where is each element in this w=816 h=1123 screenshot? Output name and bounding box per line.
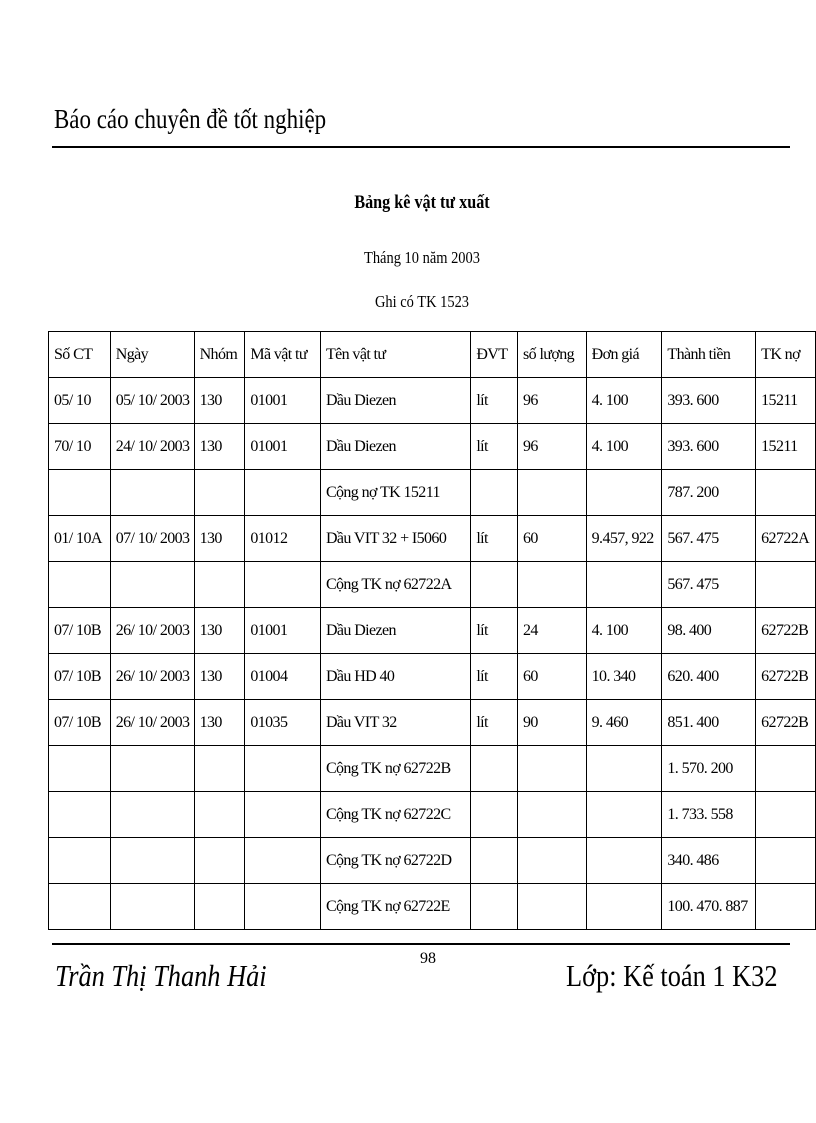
cell-don-gia [586,746,662,792]
cell-dvt: lít [471,608,518,654]
cell-ngay [110,470,194,516]
cell-ma-vat-tu: 01001 [245,424,321,470]
table-row [49,746,816,792]
cell-so-luong: 96 [518,378,587,424]
cell-tk-no [756,792,816,838]
cell-ngay: 26/ 10/ 2003 [110,608,194,654]
cell-ngay: 05/ 10/ 2003 [110,378,194,424]
cell-don-gia: 4. 100 [586,608,662,654]
cell-tk-no: 62722B [756,700,816,746]
cell-ten-vat-tu: Dầu VIT 32 + I5060 [320,516,470,562]
cell-thanh-tien: 98. 400 [662,608,756,654]
cell-ma-vat-tu: 01004 [245,654,321,700]
cell-ten-vat-tu: Dầu Diezen [320,608,470,654]
cell-ten-vat-tu: Dầu HD 40 [320,654,470,700]
footer-class-label: Lớp: Kế toán 1 K32 [566,958,778,993]
cell-ngay: Ngày [110,332,194,378]
cell-so-ct: Số CT [49,332,111,378]
cell-nhom: 130 [194,516,245,562]
cell-tk-no [756,838,816,884]
cell-so-luong: 60 [518,516,587,562]
cell-so-ct [49,746,111,792]
cell-tk-no [756,562,816,608]
cell-thanh-tien: 787. 200 [662,470,756,516]
cell-don-gia [586,838,662,884]
cell-nhom: 130 [194,608,245,654]
cell-tk-no: 62722B [756,654,816,700]
table-row [49,608,816,654]
table-row [49,516,816,562]
cell-thanh-tien: 100. 470. 887 [662,884,756,930]
document-credit-account: Ghi có TK 1523 [374,292,470,311]
cell-ngay [110,746,194,792]
cell-tk-no: 62722A [756,516,816,562]
footer-author: Trần Thị Thanh Hải [55,958,267,993]
cell-ma-vat-tu [245,470,321,516]
cell-so-luong [518,746,587,792]
cell-tk-no: 62722B [756,608,816,654]
cell-ma-vat-tu [245,838,321,884]
cell-ngay [110,884,194,930]
cell-tk-no: 15211 [756,378,816,424]
cell-tk-no [756,746,816,792]
document-month: Tháng 10 năm 2003 [364,248,480,267]
table-header-row [49,332,816,378]
cell-don-gia [586,470,662,516]
table-row [49,884,816,930]
cell-nhom: 130 [194,378,245,424]
cell-dvt: lít [471,516,518,562]
cell-dvt: lít [471,700,518,746]
cell-don-gia: 4. 100 [586,424,662,470]
cell-ma-vat-tu: 01012 [245,516,321,562]
cell-ten-vat-tu: Cộng TK nợ 62722E [320,884,470,930]
cell-nhom: 130 [194,424,245,470]
cell-so-luong: 96 [518,424,587,470]
cell-thanh-tien: 851. 400 [662,700,756,746]
cell-dvt: ĐVT [471,332,518,378]
cell-ma-vat-tu: 01001 [245,378,321,424]
cell-ten-vat-tu: Cộng TK nợ 62722A [320,562,470,608]
cell-nhom [194,792,245,838]
cell-so-ct: 07/ 10B [49,654,111,700]
report-header-title: Báo cáo chuyên đề tốt nghiệp [54,104,327,134]
cell-so-ct [49,470,111,516]
cell-ten-vat-tu: Dầu Diezen [320,378,470,424]
cell-ngay: 07/ 10/ 2003 [110,516,194,562]
cell-tk-no: 15211 [756,424,816,470]
cell-dvt [471,562,518,608]
cell-so-luong: 24 [518,608,587,654]
table-row [49,470,816,516]
table-row [49,424,816,470]
cell-don-gia: 10. 340 [586,654,662,700]
cell-dvt [471,792,518,838]
cell-so-luong [518,562,587,608]
cell-so-ct: 70/ 10 [49,424,111,470]
cell-dvt [471,746,518,792]
cell-so-luong: 90 [518,700,587,746]
cell-ngay: 26/ 10/ 2003 [110,654,194,700]
table-row [49,838,816,884]
cell-don-gia [586,884,662,930]
cell-thanh-tien: 393. 600 [662,378,756,424]
cell-nhom: Nhóm [194,332,245,378]
cell-ma-vat-tu: Mã vật tư [245,332,321,378]
cell-tk-no: TK nợ [756,332,816,378]
cell-so-ct: 05/ 10 [49,378,111,424]
cell-thanh-tien: 567. 475 [662,562,756,608]
cell-thanh-tien: 567. 475 [662,516,756,562]
cell-don-gia: 4. 100 [586,378,662,424]
cell-ma-vat-tu [245,884,321,930]
table-row [49,562,816,608]
cell-nhom [194,746,245,792]
cell-don-gia: 9. 460 [586,700,662,746]
cell-so-luong [518,792,587,838]
cell-thanh-tien: 620. 400 [662,654,756,700]
cell-nhom: 130 [194,654,245,700]
cell-ma-vat-tu: 01001 [245,608,321,654]
cell-thanh-tien: 340. 486 [662,838,756,884]
cell-nhom [194,838,245,884]
footer-divider [52,943,790,945]
cell-ma-vat-tu: 01035 [245,700,321,746]
page-number: 98 [420,950,436,967]
document-title: Bảng kê vật tư xuất [354,192,490,213]
table-row [49,654,816,700]
table-row [49,792,816,838]
cell-nhom [194,470,245,516]
cell-so-ct [49,838,111,884]
cell-dvt: lít [471,424,518,470]
cell-ma-vat-tu [245,792,321,838]
cell-ma-vat-tu [245,562,321,608]
cell-so-ct: 07/ 10B [49,608,111,654]
cell-so-luong: số lượng [518,332,587,378]
cell-so-luong [518,470,587,516]
cell-ten-vat-tu: Cộng TK nợ 62722B [320,746,470,792]
cell-ten-vat-tu: Tên vật tư [320,332,470,378]
cell-ten-vat-tu: Dầu Diezen [320,424,470,470]
table-row [49,378,816,424]
cell-ten-vat-tu: Cộng TK nợ 62722C [320,792,470,838]
cell-so-ct: 07/ 10B [49,700,111,746]
cell-tk-no [756,884,816,930]
cell-dvt: lít [471,378,518,424]
cell-don-gia [586,562,662,608]
cell-thanh-tien: 1. 570. 200 [662,746,756,792]
cell-nhom: 130 [194,700,245,746]
cell-ngay [110,562,194,608]
cell-so-ct [49,562,111,608]
cell-so-ct: 01/ 10A [49,516,111,562]
cell-thanh-tien: Thành tiền [662,332,756,378]
cell-so-luong [518,884,587,930]
cell-ten-vat-tu: Dầu VIT 32 [320,700,470,746]
header-divider [52,146,790,148]
cell-dvt [471,470,518,516]
cell-ten-vat-tu: Cộng nợ TK 15211 [320,470,470,516]
cell-don-gia: 9.457, 922 [586,516,662,562]
cell-so-ct [49,792,111,838]
cell-ma-vat-tu [245,746,321,792]
materials-issue-table [48,331,816,930]
cell-don-gia [586,792,662,838]
cell-so-luong [518,838,587,884]
cell-thanh-tien: 1. 733. 558 [662,792,756,838]
cell-don-gia: Đơn giá [586,332,662,378]
cell-nhom [194,884,245,930]
cell-tk-no [756,470,816,516]
cell-dvt [471,884,518,930]
cell-so-ct [49,884,111,930]
cell-thanh-tien: 393. 600 [662,424,756,470]
cell-ten-vat-tu: Cộng TK nợ 62722D [320,838,470,884]
cell-dvt: lít [471,654,518,700]
cell-dvt [471,838,518,884]
cell-ngay: 26/ 10/ 2003 [110,700,194,746]
cell-ngay [110,838,194,884]
cell-ngay: 24/ 10/ 2003 [110,424,194,470]
cell-ngay [110,792,194,838]
cell-so-luong: 60 [518,654,587,700]
table-row [49,700,816,746]
cell-nhom [194,562,245,608]
